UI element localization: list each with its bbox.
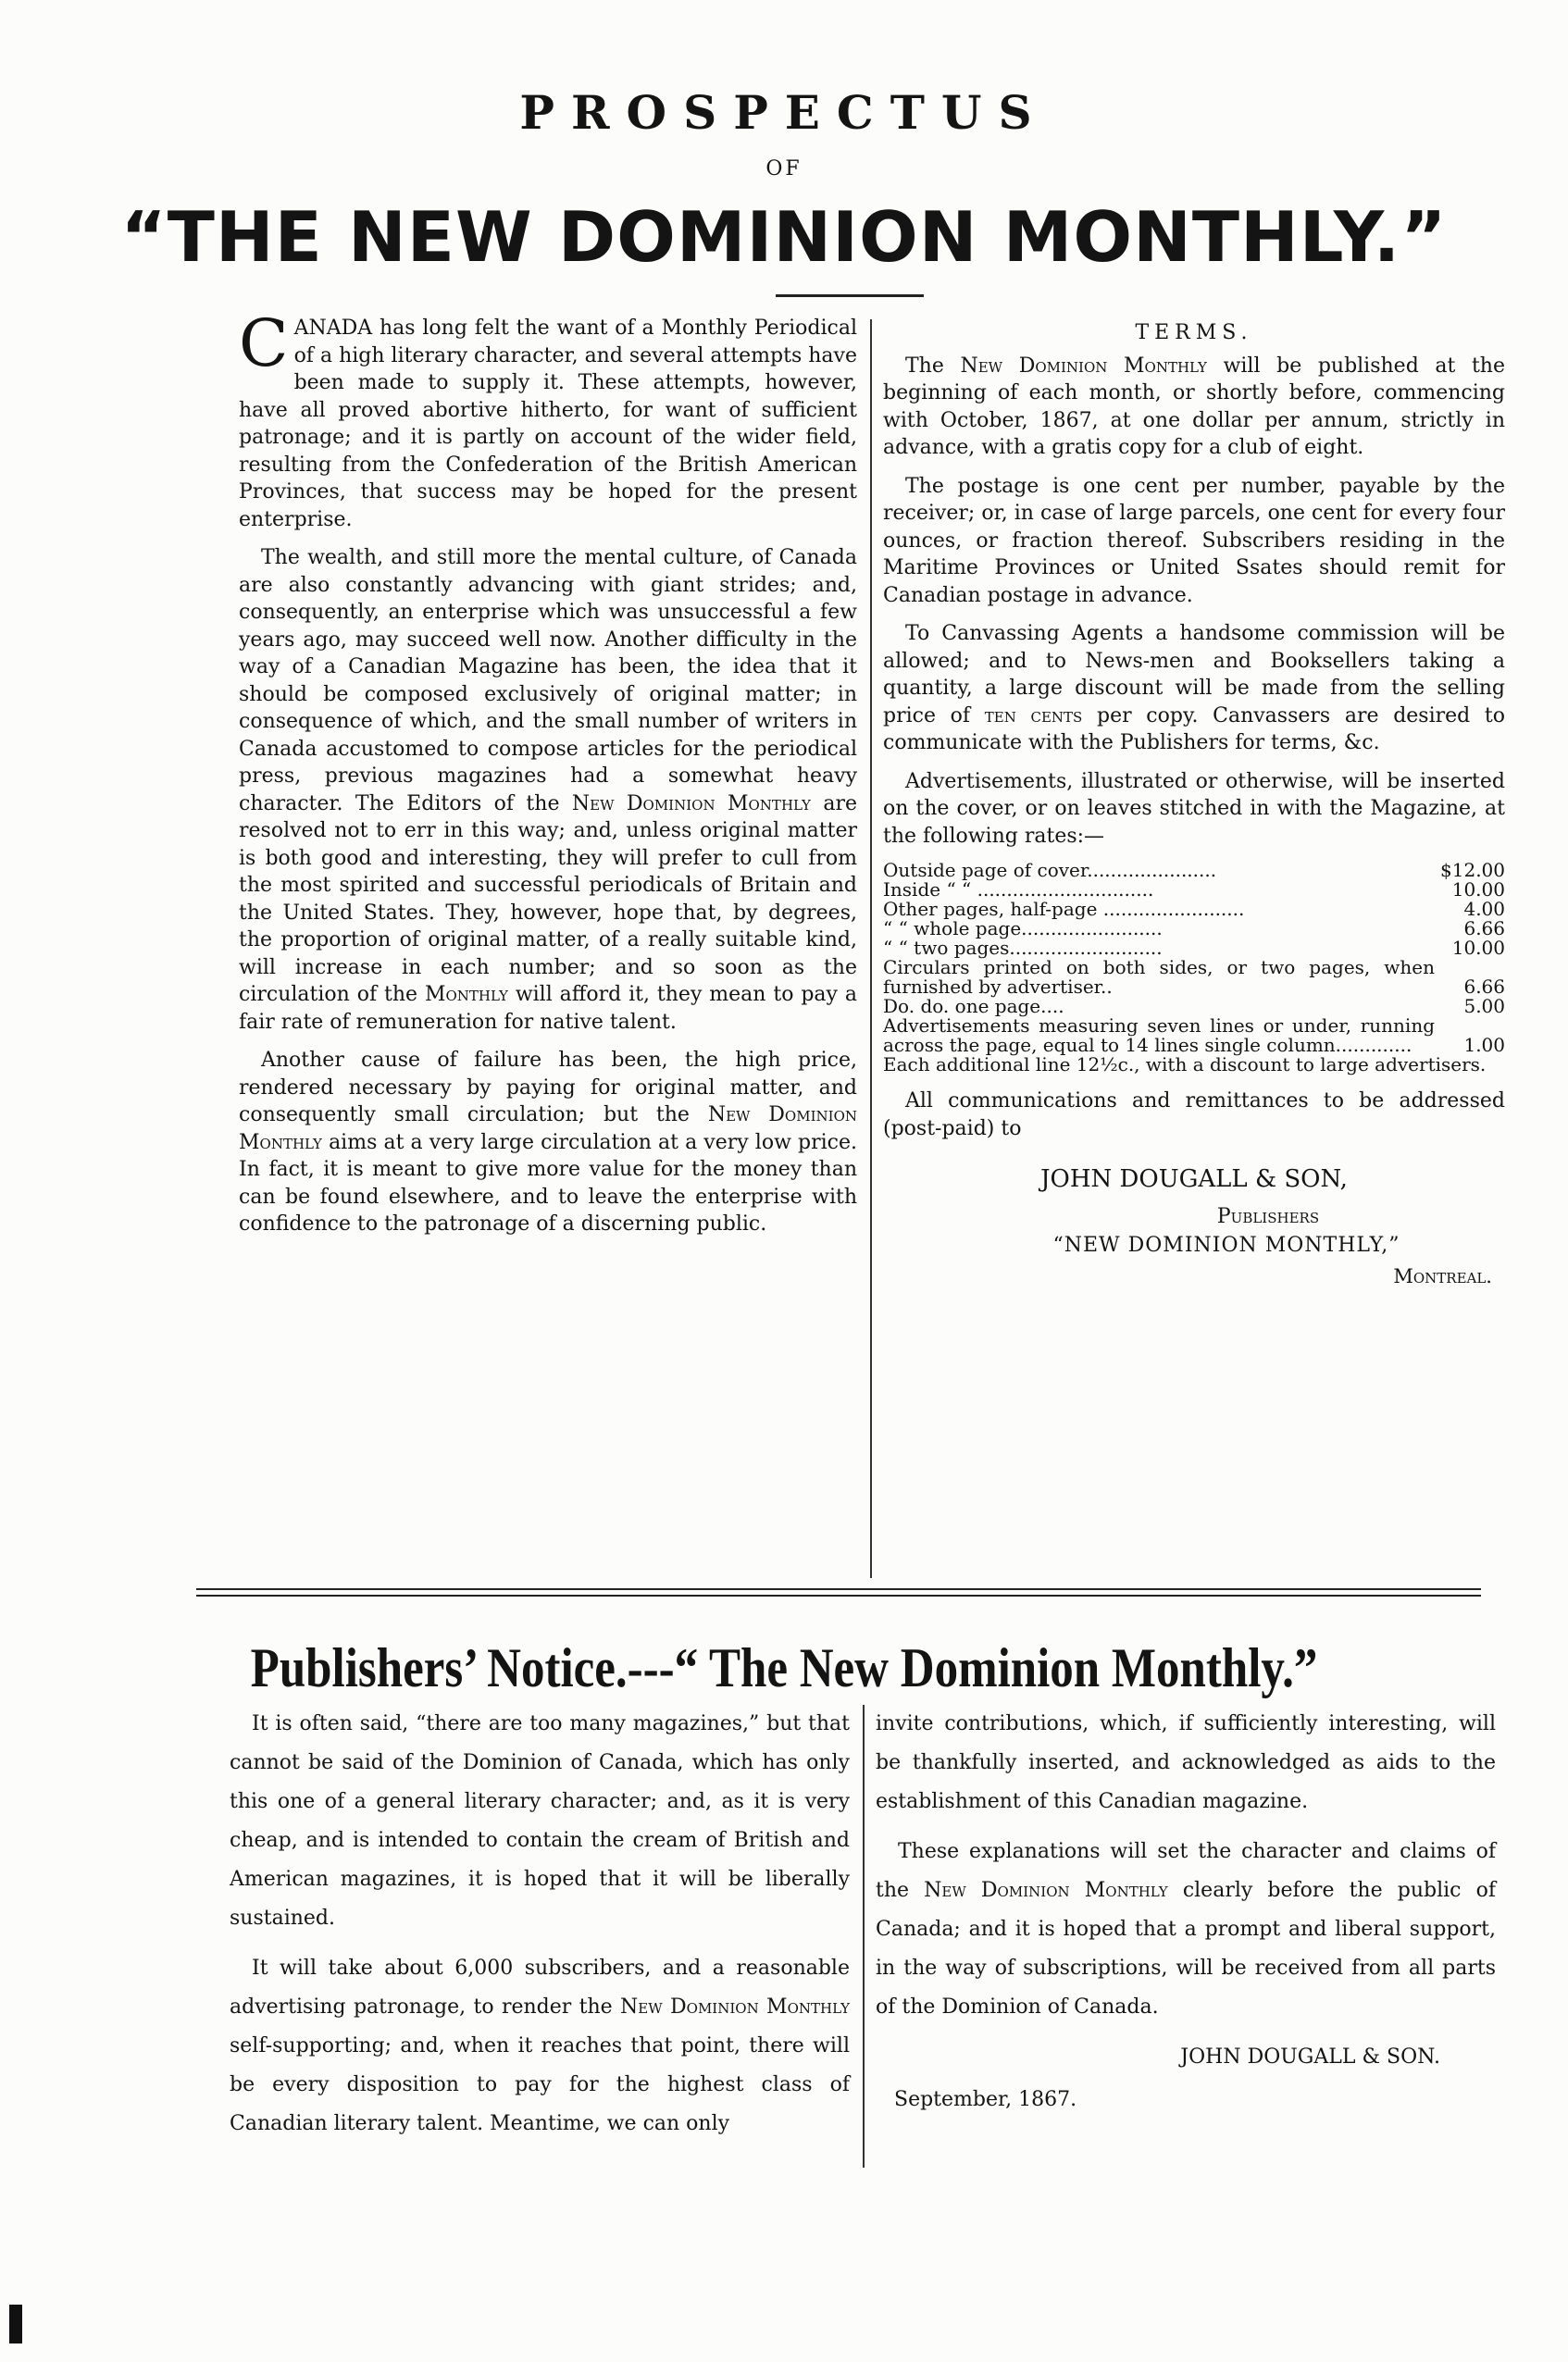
table-row [883, 958, 1505, 997]
rate-value: 6.66 [1463, 976, 1505, 998]
prospectus-paragraph-2 [239, 544, 857, 1036]
magazine-name: New Dominion Monthly [239, 1103, 857, 1154]
rate-value: 5.00 [1463, 995, 1505, 1017]
drop-cap: C [239, 305, 289, 381]
rate-label: “ “ whole page........................ [883, 917, 1163, 939]
notice-title: Publishers’ Notice.---“ The New Dominion Monthly.” [250, 1637, 1318, 1698]
table-row [883, 880, 1505, 900]
rate-label: Other pages, half-page ........................ [883, 898, 1245, 920]
notice-paragraph-4 [876, 1833, 1496, 2027]
paragraph-text: These explanations will set the character and claims of the [876, 1840, 1496, 1902]
prospectus-heading: PROSPECTUS [519, 85, 1049, 140]
paragraph-text: ANADA has long felt the want of a Monthly Periodical of a high literary character, and several attempts have been made to supply it. These attempts, however, have all proved abortive hitherto, for want of sufficient patronage; and it is partly on account of the wider field, resulting from the Confederation of the British American Provinces, that success may be hoped for the present enterprise. [239, 317, 857, 531]
rate-value: 10.00 [1451, 937, 1505, 959]
paragraph-text: To Canvassing Agents a handsome commission will be allowed; and to News-men and Booksellers taking a quantity, a large discount will be made from the selling price of [883, 622, 1505, 727]
rate-label: Outside page of cover...................... [883, 859, 1217, 881]
magazine-name: New Dominion Monthly [571, 791, 811, 815]
rates-table [883, 861, 1505, 1075]
table-row [883, 919, 1505, 939]
column-divider [863, 1705, 865, 2168]
paragraph-text: It will take about 6,000 subscribers, and a reasonable advertising patronage, to render the [230, 1957, 850, 2019]
paragraph-text: will be published at the beginning of each month, or shortly before, commencing with October, 1867, at one dollar per annum, strictly in advance, with a gratis copy for a club of eight. [883, 354, 1505, 459]
rate-label: Do. do. one page.... [883, 995, 1064, 1017]
prospectus-paragraph-3 [239, 1047, 857, 1238]
column-divider [870, 319, 872, 1578]
rate-value: 6.66 [1463, 917, 1505, 939]
rate-label: Circulars printed on both sides, or two pages, when furnished by advertiser.. [883, 956, 1436, 998]
page-title: “THE NEW DOMINION MONTHLY.” [120, 196, 1448, 278]
publisher-role: Publishers [1216, 1204, 1320, 1228]
paragraph-text: self-supporting; and, when it reaches that point, there will be every disposition to pay for the highest class of Canadian literary talent. Meantime, we can only [230, 2034, 850, 2135]
notice-date: September, 1867. [894, 2088, 1077, 2111]
prospectus-paragraph-1 [239, 305, 857, 533]
rate-value: 4.00 [1463, 898, 1505, 920]
publication-name: “NEW DOMINION MONTHLY,” [1052, 1234, 1400, 1257]
rate-label: “ “ two pages.......................... [883, 937, 1163, 959]
table-row [883, 900, 1505, 919]
paragraph-text: The [905, 354, 944, 378]
notice-right-column [876, 1705, 1496, 2120]
table-row [883, 861, 1505, 880]
terms-paragraph-2: The postage is one cent per number, payable by the receiver; or, in case of large parcels, one cent for every four ounces, or fraction thereof. Subscribers residing in the Maritime Provinces or United Ssates should remit for Canadian postage in advance. [883, 474, 1505, 607]
rate-value: 1.00 [1463, 1034, 1505, 1056]
prospectus-left-column [239, 305, 857, 1249]
publisher-city: Montreal. [1393, 1264, 1492, 1287]
rate-label: Advertisements measuring seven lines or under, running across the page, equal to 14 lines single column............. [883, 1014, 1436, 1056]
paragraph-text: aims at a very large circulation at a very low price. In fact, it is meant to give more value for the money than can be found elsewhere, and to leave the enterprise with confidence to the patronage of a discerning public. [239, 1130, 857, 1236]
magazine-name: New Dominion Monthly [620, 1995, 850, 2019]
section-divider [196, 1588, 1481, 1597]
rate-label: Inside “ “ .............................. [883, 878, 1154, 901]
terms-paragraph-4: Advertisements, illustrated or otherwise, will be inserted on the cover, or on leaves stitched in with the Magazine, at the following rates:— [883, 769, 1505, 848]
paragraph-text: Another cause of failure has been, the high price, rendered necessary by paying for original matter, and consequently small circulation; but the [239, 1049, 857, 1126]
table-row [883, 1055, 1505, 1075]
rate-value: 10.00 [1451, 878, 1505, 901]
rate-value: $12.00 [1440, 859, 1505, 881]
terms-paragraph-1 [883, 353, 1505, 462]
table-row [883, 939, 1505, 958]
notice-signature: JOHN DOUGALL & SON. [1180, 2045, 1440, 2069]
scan-mark [9, 2305, 22, 2343]
title-rule [776, 294, 924, 297]
notice-paragraph-3: invite contributions, which, if sufficiently interesting, will be thankfully inserted, and acknowledged as aids to the establishment of this Canadian magazine. [876, 1712, 1496, 1813]
magazine-name: New Dominion Monthly [924, 1879, 1168, 1902]
magazine-name: Monthly [424, 983, 508, 1006]
notice-left-column [230, 1705, 850, 2155]
price: ten cents [984, 703, 1083, 727]
table-row [883, 1016, 1505, 1055]
paragraph-text: The wealth, and still more the mental culture, of Canada are also constantly advancing with giant strides; and, consequently, an enterprise which was unsuccessful a few years ago, may succeed well now. Another difficulty in the way of a Canadian Magazine has been, the idea that it should be composed exclusively of original matter; in consequence of which, and the small number of writers in Canada accustomed to compose articles for the periodical press, previous magazines had a somewhat heavy character. The Editors of the [239, 546, 857, 815]
terms-heading: TERMS. [1135, 321, 1253, 344]
paragraph-text: will afford it, they mean to pay a fair rate of remuneration for native talent. [239, 983, 857, 1034]
rate-label: Each additional line 12½c., with a discount to large advertisers. [883, 1053, 1487, 1075]
notice-paragraph-2 [230, 1949, 850, 2144]
notice-paragraph-1: It is often said, “there are too many magazines,” but that cannot be said of the Dominion of Canada, which has only this one of a general literary character; and, as it is very cheap, and is intended to contain the cream of British and American magazines, it is hoped that it will be liberally sustained. [230, 1712, 850, 1930]
paragraph-text: clearly before the public of Canada; and it is hoped that a prompt and liberal support, in the way of subscriptions, will be received from all parts of the Dominion of Canada. [876, 1879, 1496, 2019]
table-row [883, 997, 1505, 1016]
magazine-name: New Dominion Monthly [960, 354, 1207, 378]
publisher-name: JOHN DOUGALL & SON, [1040, 1165, 1348, 1193]
of-label: OF [765, 157, 803, 180]
paragraph-text: per copy. Canvassers are desired to communicate with the Publishers for terms, &c. [883, 703, 1506, 754]
terms-paragraph-5: All communications and remittances to be addressed (post-paid) to [883, 1089, 1505, 1140]
paragraph-text: are resolved not to err in this way; and, unless original matter is both good and interesting, they will prefer to cull from the most spirited and successful periodicals of Britain and the United States. They, however, hope that, by degrees, the proportion of original matter, of a really suitable kind, will increase in each number; and so soon as the circulation of the [239, 791, 857, 1006]
terms-column [883, 319, 1505, 1290]
terms-paragraph-3 [883, 620, 1505, 757]
